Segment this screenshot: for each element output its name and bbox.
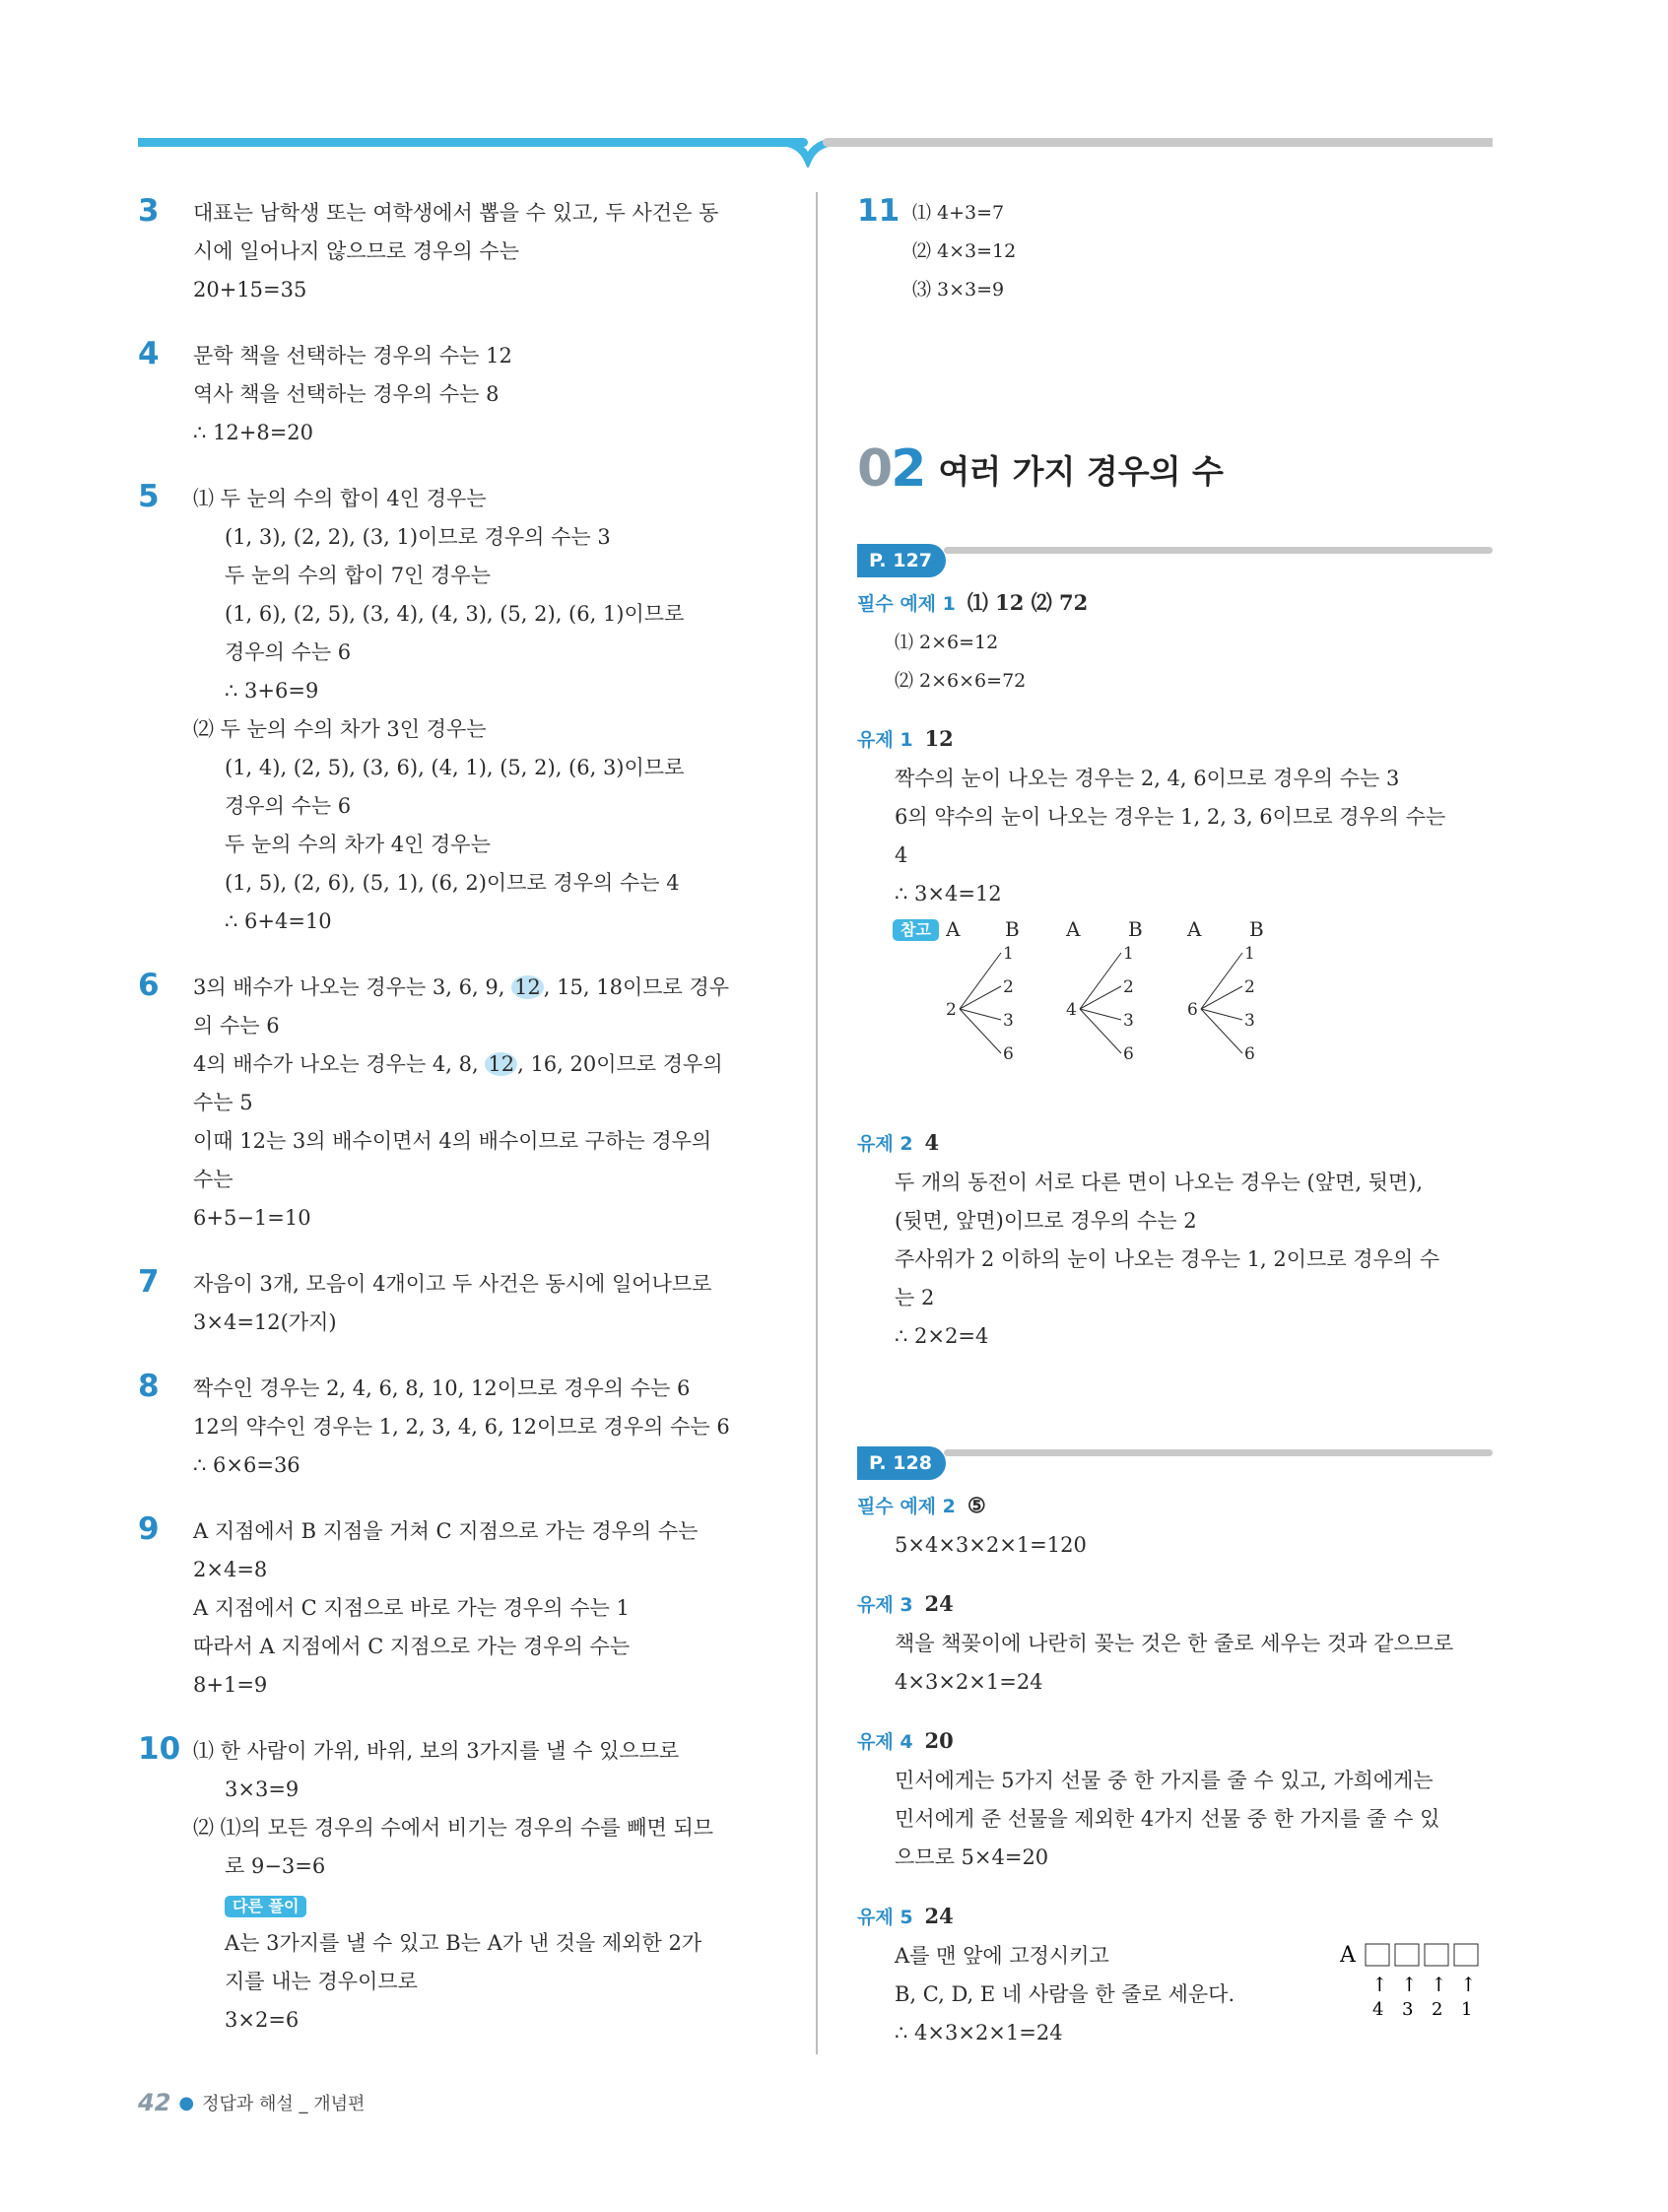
text-line: ⑴ 4+3=7 <box>912 202 1005 224</box>
problem-4 <box>138 337 778 452</box>
text-line: ∴ 6+4=10 <box>225 909 332 933</box>
column-divider <box>816 192 818 2054</box>
text-line: 민서에게 준 선물을 제외한 4가지 선물 중 한 가지를 줄 수 있 <box>895 1807 1440 1831</box>
text-line: 두 개의 동전이 서로 다른 면이 나오는 경우는 (앞면, 뒷면), <box>895 1171 1424 1194</box>
text-line: 문학 책을 선택하는 경우의 수는 12 <box>193 344 512 368</box>
tree-leaf: 2 <box>1244 977 1255 997</box>
arrow-up-icon: ↑ <box>1371 1973 1388 1996</box>
exercise-answer: 12 <box>924 726 954 751</box>
text-line: (1, 3), (2, 2), (3, 1)이므로 경우의 수는 3 <box>225 525 611 549</box>
tree-branch <box>960 1009 1001 1053</box>
text-line: 지를 내는 경우이므로 <box>225 1970 418 1993</box>
tree-branch <box>1080 953 1121 1009</box>
text-line: 6의 약수의 눈이 나오는 경우는 1, 2, 3, 6이므로 경우의 수는 <box>895 805 1446 829</box>
tree-branch <box>960 986 1001 1009</box>
example-1 <box>857 583 1498 701</box>
text-part: 4의 배수가 나오는 경우는 4, 8, <box>193 1052 486 1076</box>
seat-box <box>1454 1944 1478 1966</box>
top-bar-right <box>823 138 1493 147</box>
tree-leaf: 1 <box>1003 944 1014 964</box>
seat-count: 1 <box>1461 1999 1473 2020</box>
problem-9 <box>138 1512 778 1705</box>
highlight-12: 12 <box>485 1052 517 1076</box>
exercise-label: 유제 1 <box>857 729 913 751</box>
problem-5 <box>138 480 778 941</box>
text-line: 자음이 3개, 모음이 4개이고 두 사건은 동시에 일어나므로 <box>193 1272 712 1296</box>
text-line: 으므로 5×4=20 <box>895 1845 1049 1869</box>
note-badge: 참고 <box>893 919 939 941</box>
text-line: 12의 약수인 경우는 1, 2, 3, 4, 6, 12이므로 경우의 수는 6 <box>193 1415 730 1439</box>
exercise-answer: 24 <box>924 1904 954 1928</box>
example-label: 필수 예제 2 <box>857 1496 956 1517</box>
tree-branch <box>1201 1009 1242 1020</box>
arrow-up-icon: ↑ <box>1431 1973 1447 1996</box>
seat-box <box>1366 1944 1389 1966</box>
text-line: 5×4×3×2×1=120 <box>895 1533 1087 1557</box>
problem-number: 7 <box>138 1264 160 1300</box>
text-line: 짝수의 눈이 나오는 경우는 2, 4, 6이므로 경우의 수는 3 <box>895 767 1400 790</box>
problem-10 <box>138 1732 778 2040</box>
text-line: A를 맨 앞에 고정시키고 <box>895 1944 1109 1968</box>
exercise-answer: 20 <box>924 1728 954 1753</box>
tree-header: B <box>1128 917 1143 941</box>
text-line: 6+5−1=10 <box>193 1206 311 1230</box>
text-line: 주사위가 2 이하의 눈이 나오는 경우는 1, 2이므로 경우의 수 <box>895 1247 1440 1271</box>
highlight-12: 12 <box>511 975 544 999</box>
seat-box <box>1425 1944 1448 1966</box>
text-line: ∴ 3+6=9 <box>225 679 319 703</box>
text-part: , 15, 18이므로 경우 <box>543 975 730 999</box>
exercise-4 <box>857 1721 1498 1877</box>
seat-count: 3 <box>1402 1999 1414 2020</box>
text-line: 두 눈의 수의 합이 7인 경우는 <box>225 564 491 587</box>
text-line: 3×2=6 <box>225 2008 300 2032</box>
text-line: 책을 책꽂이에 나란히 꽂는 것은 한 줄로 세우는 것과 같으므로 <box>895 1632 1454 1655</box>
top-bar-left <box>138 138 808 147</box>
text-part: , 16, 20이므로 경우의 <box>517 1052 723 1076</box>
fixed-letter: A <box>1340 1943 1356 1968</box>
text-line: ∴ 6×6=36 <box>193 1453 300 1477</box>
example-answer: ⑴ 12 ⑵ 72 <box>967 590 1089 615</box>
bullet-icon: ● <box>178 2092 195 2113</box>
text-line: 8+1=9 <box>193 1673 268 1697</box>
tree-header: A <box>946 917 961 941</box>
problem-number: 4 <box>138 336 160 371</box>
tree-root: 2 <box>946 1000 957 1020</box>
exercise-answer: 4 <box>924 1130 940 1155</box>
tree-root: 4 <box>1066 1000 1077 1020</box>
text-line: (1, 6), (2, 5), (3, 4), (4, 3), (5, 2), (6, 1)이므로 <box>225 602 685 626</box>
arrow-up-icon: ↑ <box>1460 1973 1477 1996</box>
tree-leaf: 6 <box>1123 1044 1134 1064</box>
text-line: ⑵ 4×3=12 <box>912 240 1017 262</box>
problem-8 <box>138 1370 778 1485</box>
tree-branch <box>1201 986 1242 1009</box>
text-line: 경우의 수는 6 <box>225 640 352 664</box>
text-line: 3×3=9 <box>225 1777 300 1801</box>
tree-diagram <box>946 911 1498 1099</box>
text-line: ∴ 4×3×2×1=24 <box>895 2021 1063 2044</box>
page-number: 42 <box>138 2089 171 2116</box>
text-line: 3×4=12(가지) <box>193 1310 337 1334</box>
text-line: (1, 5), (2, 6), (5, 1), (6, 2)이므로 경우의 수는 4 <box>225 871 680 895</box>
exercise-answer: 24 <box>924 1591 954 1616</box>
tree-header: A <box>1066 917 1081 941</box>
tree-leaf: 3 <box>1123 1011 1134 1031</box>
tree-leaf: 2 <box>1123 977 1134 997</box>
text-line: ⑴ 두 눈의 수의 합이 4인 경우는 <box>193 487 487 510</box>
text-line: 역사 책을 선택하는 경우의 수는 8 <box>193 382 500 406</box>
tree-branch <box>1080 1009 1121 1053</box>
text-line: 로 9−3=6 <box>225 1854 326 1878</box>
text-line: ∴ 12+8=20 <box>193 421 314 444</box>
example-label: 필수 예제 1 <box>857 593 956 615</box>
note-tree <box>857 911 1498 1099</box>
tree-branch <box>960 1009 1001 1020</box>
text-part: 3의 배수가 나오는 경우는 3, 6, 9, <box>193 975 512 999</box>
text-line: A 지점에서 C 지점으로 바로 가는 경우의 수는 1 <box>193 1596 630 1620</box>
problem-number: 8 <box>138 1369 160 1404</box>
page-ref-bar-128 <box>857 1446 1493 1480</box>
tree-branch <box>960 953 1001 1009</box>
exercise-5 <box>857 1897 1498 2052</box>
tree-header: B <box>1005 917 1020 941</box>
text-line: 두 눈의 수의 차가 4인 경우는 <box>225 833 491 856</box>
text-line: 20+15=35 <box>193 278 307 302</box>
problem-6 <box>138 969 778 1238</box>
seat-diagram <box>1340 1936 1498 2025</box>
text-line: A는 3가지를 낼 수 있고 B는 A가 낸 것을 제외한 2가 <box>225 1931 702 1955</box>
text-line: 대표는 남학생 또는 여학생에서 뽑을 수 있고, 두 사건은 동 <box>193 201 719 225</box>
text-line: ⑵ 2×6×6=72 <box>895 670 1027 692</box>
exercise-label: 유제 2 <box>857 1133 913 1155</box>
text-line: 수는 <box>193 1168 234 1191</box>
text-line: 의 수는 6 <box>193 1014 280 1038</box>
tree-leaf: 1 <box>1244 944 1255 964</box>
footer-text: 정답과 해설 _ 개념편 <box>202 2094 366 2114</box>
seat-box <box>1395 1944 1419 1966</box>
page-ref-line <box>944 547 1493 554</box>
exercise-label: 유제 5 <box>857 1907 913 1928</box>
seat-count: 2 <box>1432 1999 1443 2020</box>
tree-leaf: 3 <box>1003 1011 1014 1031</box>
text-line: 따라서 A 지점에서 C 지점으로 가는 경우의 수는 <box>193 1635 631 1658</box>
text-line: (뒷면, 앞면)이므로 경우의 수는 2 <box>895 1209 1197 1233</box>
text-line: 수는 5 <box>193 1091 253 1114</box>
problem-11 <box>857 194 1498 309</box>
text-line: 민서에게는 5가지 선물 중 한 가지를 줄 수 있고, 가희에게는 <box>895 1769 1434 1792</box>
page-ref-line <box>944 1449 1493 1456</box>
problem-number: 5 <box>138 479 160 514</box>
exercise-1 <box>857 719 1498 913</box>
text-line: A 지점에서 B 지점을 거쳐 C 지점으로 가는 경우의 수는 <box>193 1519 699 1543</box>
text-line: ⑶ 3×3=9 <box>912 279 1005 301</box>
exercise-label: 유제 4 <box>857 1731 913 1753</box>
alt-solution-badge: 다른 풀이 <box>225 1896 306 1917</box>
text-line: 2×4=8 <box>193 1558 268 1581</box>
text-line: (1, 4), (2, 5), (3, 6), (4, 1), (5, 2), (6, 3)이므로 <box>225 756 685 779</box>
text-line: B, C, D, E 네 사람을 한 줄로 세운다. <box>895 1982 1235 2006</box>
text-line: ∴ 2×2=4 <box>895 1324 989 1348</box>
tree-leaf: 2 <box>1003 977 1014 997</box>
text-line: 짝수인 경우는 2, 4, 6, 8, 10, 12이므로 경우의 수는 6 <box>193 1376 691 1400</box>
seat-count: 4 <box>1372 1999 1384 2020</box>
problem-number: 6 <box>138 968 160 1003</box>
left-column <box>138 194 778 2067</box>
exercise-label: 유제 3 <box>857 1594 913 1616</box>
exercise-2 <box>857 1123 1498 1356</box>
problem-number: 11 <box>857 193 901 229</box>
section-number: 02 <box>857 439 925 499</box>
section-heading: 여러 가지 경우의 수 <box>938 451 1224 491</box>
text-line: ⑵ 두 눈의 수의 차가 3인 경우는 <box>193 717 487 741</box>
page-ref-badge: P. 128 <box>857 1446 946 1480</box>
tree-branch <box>1201 953 1242 1009</box>
page-ref-bar-127 <box>857 544 1493 577</box>
right-column-top <box>857 194 1498 337</box>
tree-header: A <box>1187 917 1202 941</box>
tree-leaf: 6 <box>1003 1044 1014 1064</box>
page-footer <box>138 2089 365 2116</box>
example-2 <box>857 1486 1498 1565</box>
text-line: 는 2 <box>895 1286 935 1309</box>
tree-leaf: 6 <box>1244 1044 1255 1064</box>
text-line: ∴ 3×4=12 <box>895 882 1002 905</box>
tree-branch <box>1201 1009 1242 1053</box>
tree-branch <box>1080 1009 1121 1020</box>
problem-number: 3 <box>138 193 160 229</box>
problem-number: 10 <box>138 1731 181 1767</box>
section-title <box>857 439 1224 499</box>
text-line: 이때 12는 3의 배수이면서 4의 배수이므로 구하는 경우의 <box>193 1129 712 1153</box>
tree-leaf: 1 <box>1123 944 1134 964</box>
example-answer: ⑤ <box>967 1493 986 1517</box>
text-line: ⑵ ⑴의 모든 경우의 수에서 비기는 경우의 수를 빼면 되므 <box>193 1816 714 1840</box>
text-line: 경우의 수는 6 <box>225 794 352 818</box>
tree-leaf: 3 <box>1244 1011 1255 1031</box>
tree-header: B <box>1249 917 1264 941</box>
text-line: 시에 일어나지 않으므로 경우의 수는 <box>193 239 519 263</box>
text-line <box>193 969 778 1007</box>
text-line: 4×3×2×1=24 <box>895 1670 1043 1694</box>
text-line: ⑴ 2×6=12 <box>895 632 999 653</box>
text-line: 4 <box>895 843 908 867</box>
text-line <box>193 1045 778 1084</box>
page-ref-badge: P. 127 <box>857 544 946 577</box>
problem-3 <box>138 194 778 309</box>
arrow-up-icon: ↑ <box>1401 1973 1418 1996</box>
tree-root: 6 <box>1187 1000 1198 1020</box>
problem-number: 9 <box>138 1511 160 1547</box>
exercise-3 <box>857 1584 1498 1702</box>
problem-7 <box>138 1265 778 1342</box>
text-line: ⑴ 한 사람이 가위, 바위, 보의 3가지를 낼 수 있으므로 <box>193 1739 680 1763</box>
tree-branch <box>1080 986 1121 1009</box>
